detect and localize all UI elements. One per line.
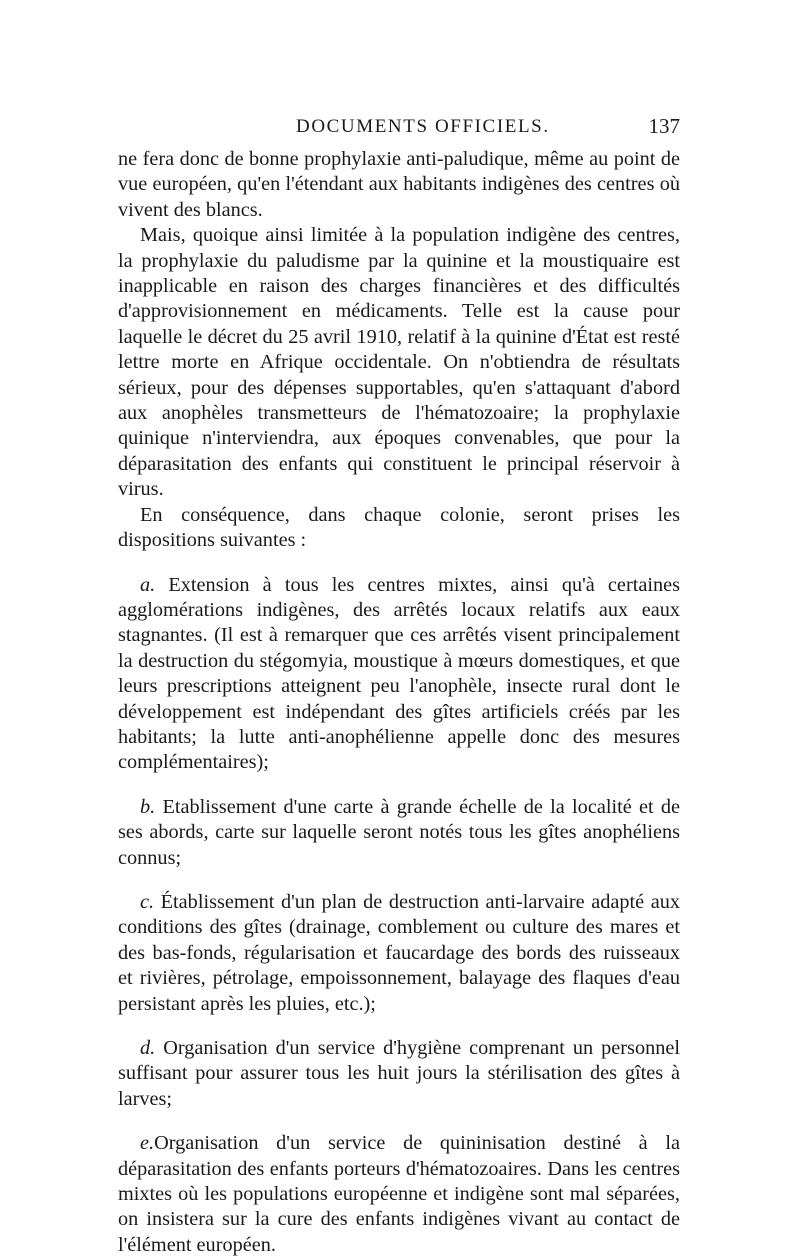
item-text: Organisation d'un service d'hygiène comprenant un personnel suffisant pour assurer tous les huit jours la stérilisation des gîtes à larves; [118,1037,680,1110]
item-letter: c. [140,890,155,913]
paragraph-continuation: ne fera donc de bonne prophylaxie anti-paludique, même au point de vue européen, qu'en l'étendant aux habitants indigènes des centres où vivent des blancs. [118,148,680,221]
running-head [118,116,680,140]
list-item-c [118,890,680,1017]
item-text: Organisation d'un service de quininisation destiné à la déparasitation des enfants porteurs d'hématozoaires. Dans les centres mixtes où les populations européenne et indigène sont mal séparées, on insistera sur la cure des enfants indigènes vivant au contact de l'élément européen. [118,1132,680,1256]
item-letter: b. [140,795,156,818]
item-letter: a. [140,573,156,596]
list-item-b [118,795,680,871]
list-item-a [118,573,680,776]
item-text: Extension à tous les centres mixtes, ainsi qu'à certaines agglomérations indigènes, des arrêtés locaux relatifs aux eaux stagnantes. (Il est à remarquer que ces arrêtés visent principalement la destruction du stégomyia, moustique à mœurs domestiques, et que leurs prescriptions atteignent peu l'anophèle, insecte rural dont le développement est indépendant des gîtes artificiels créés par les habitants; la lutte anti-anophélienne appelle donc des mesures complémentaires); [118,573,680,774]
list-item-d [118,1036,680,1112]
item-text: Etablissement d'une carte à grande échelle de la localité et de ses abords, carte sur laquelle seront notés tous les gîtes anophéliens connus; [118,795,680,869]
paragraph-mais: Mais, quoique ainsi limitée à la population indigène des centres, la prophylaxie du paludisme par la quinine et la moustiquaire est inapplicable en raison des charges financières et des difficultés d'approvisionnement en médicaments. Telle est la cause pour laquelle le décret du 25 avril 1910, relatif à la quinine d'État est resté lettre morte en Afrique occidentale. On n'obtiendra de résultats sérieux, pour des dépenses supportables, qu'en s'attaquant d'abord aux anophèles transmetteurs de l'hématozoaire; la prophylaxie quinique n'interviendra, aux époques convenables, que pour la déparasitation des enfants qui constituent le principal réservoir à virus. [118,224,680,501]
item-letter: d. [140,1037,156,1059]
item-text: Établissement d'un plan de destruction anti-larvaire adapté aux conditions des gîtes (drainage, comblement ou culture des mares et des bas-fonds, régularisation et faucardage des bords des ruisseaux et rivières, pétrolage, empoissonnement, balayage des flaques d'eau persistant après les pluies, etc.); [118,890,680,1015]
running-title: DOCUMENTS OFFICIELS. [296,116,550,137]
paragraph-consequence: En conséquence, dans chaque colonie, seront prises les dispositions suivantes : [118,503,680,552]
body-text [118,147,680,1258]
item-letter: e. [140,1132,155,1155]
list-item-e [118,1131,680,1258]
page-number: 137 [648,114,680,138]
